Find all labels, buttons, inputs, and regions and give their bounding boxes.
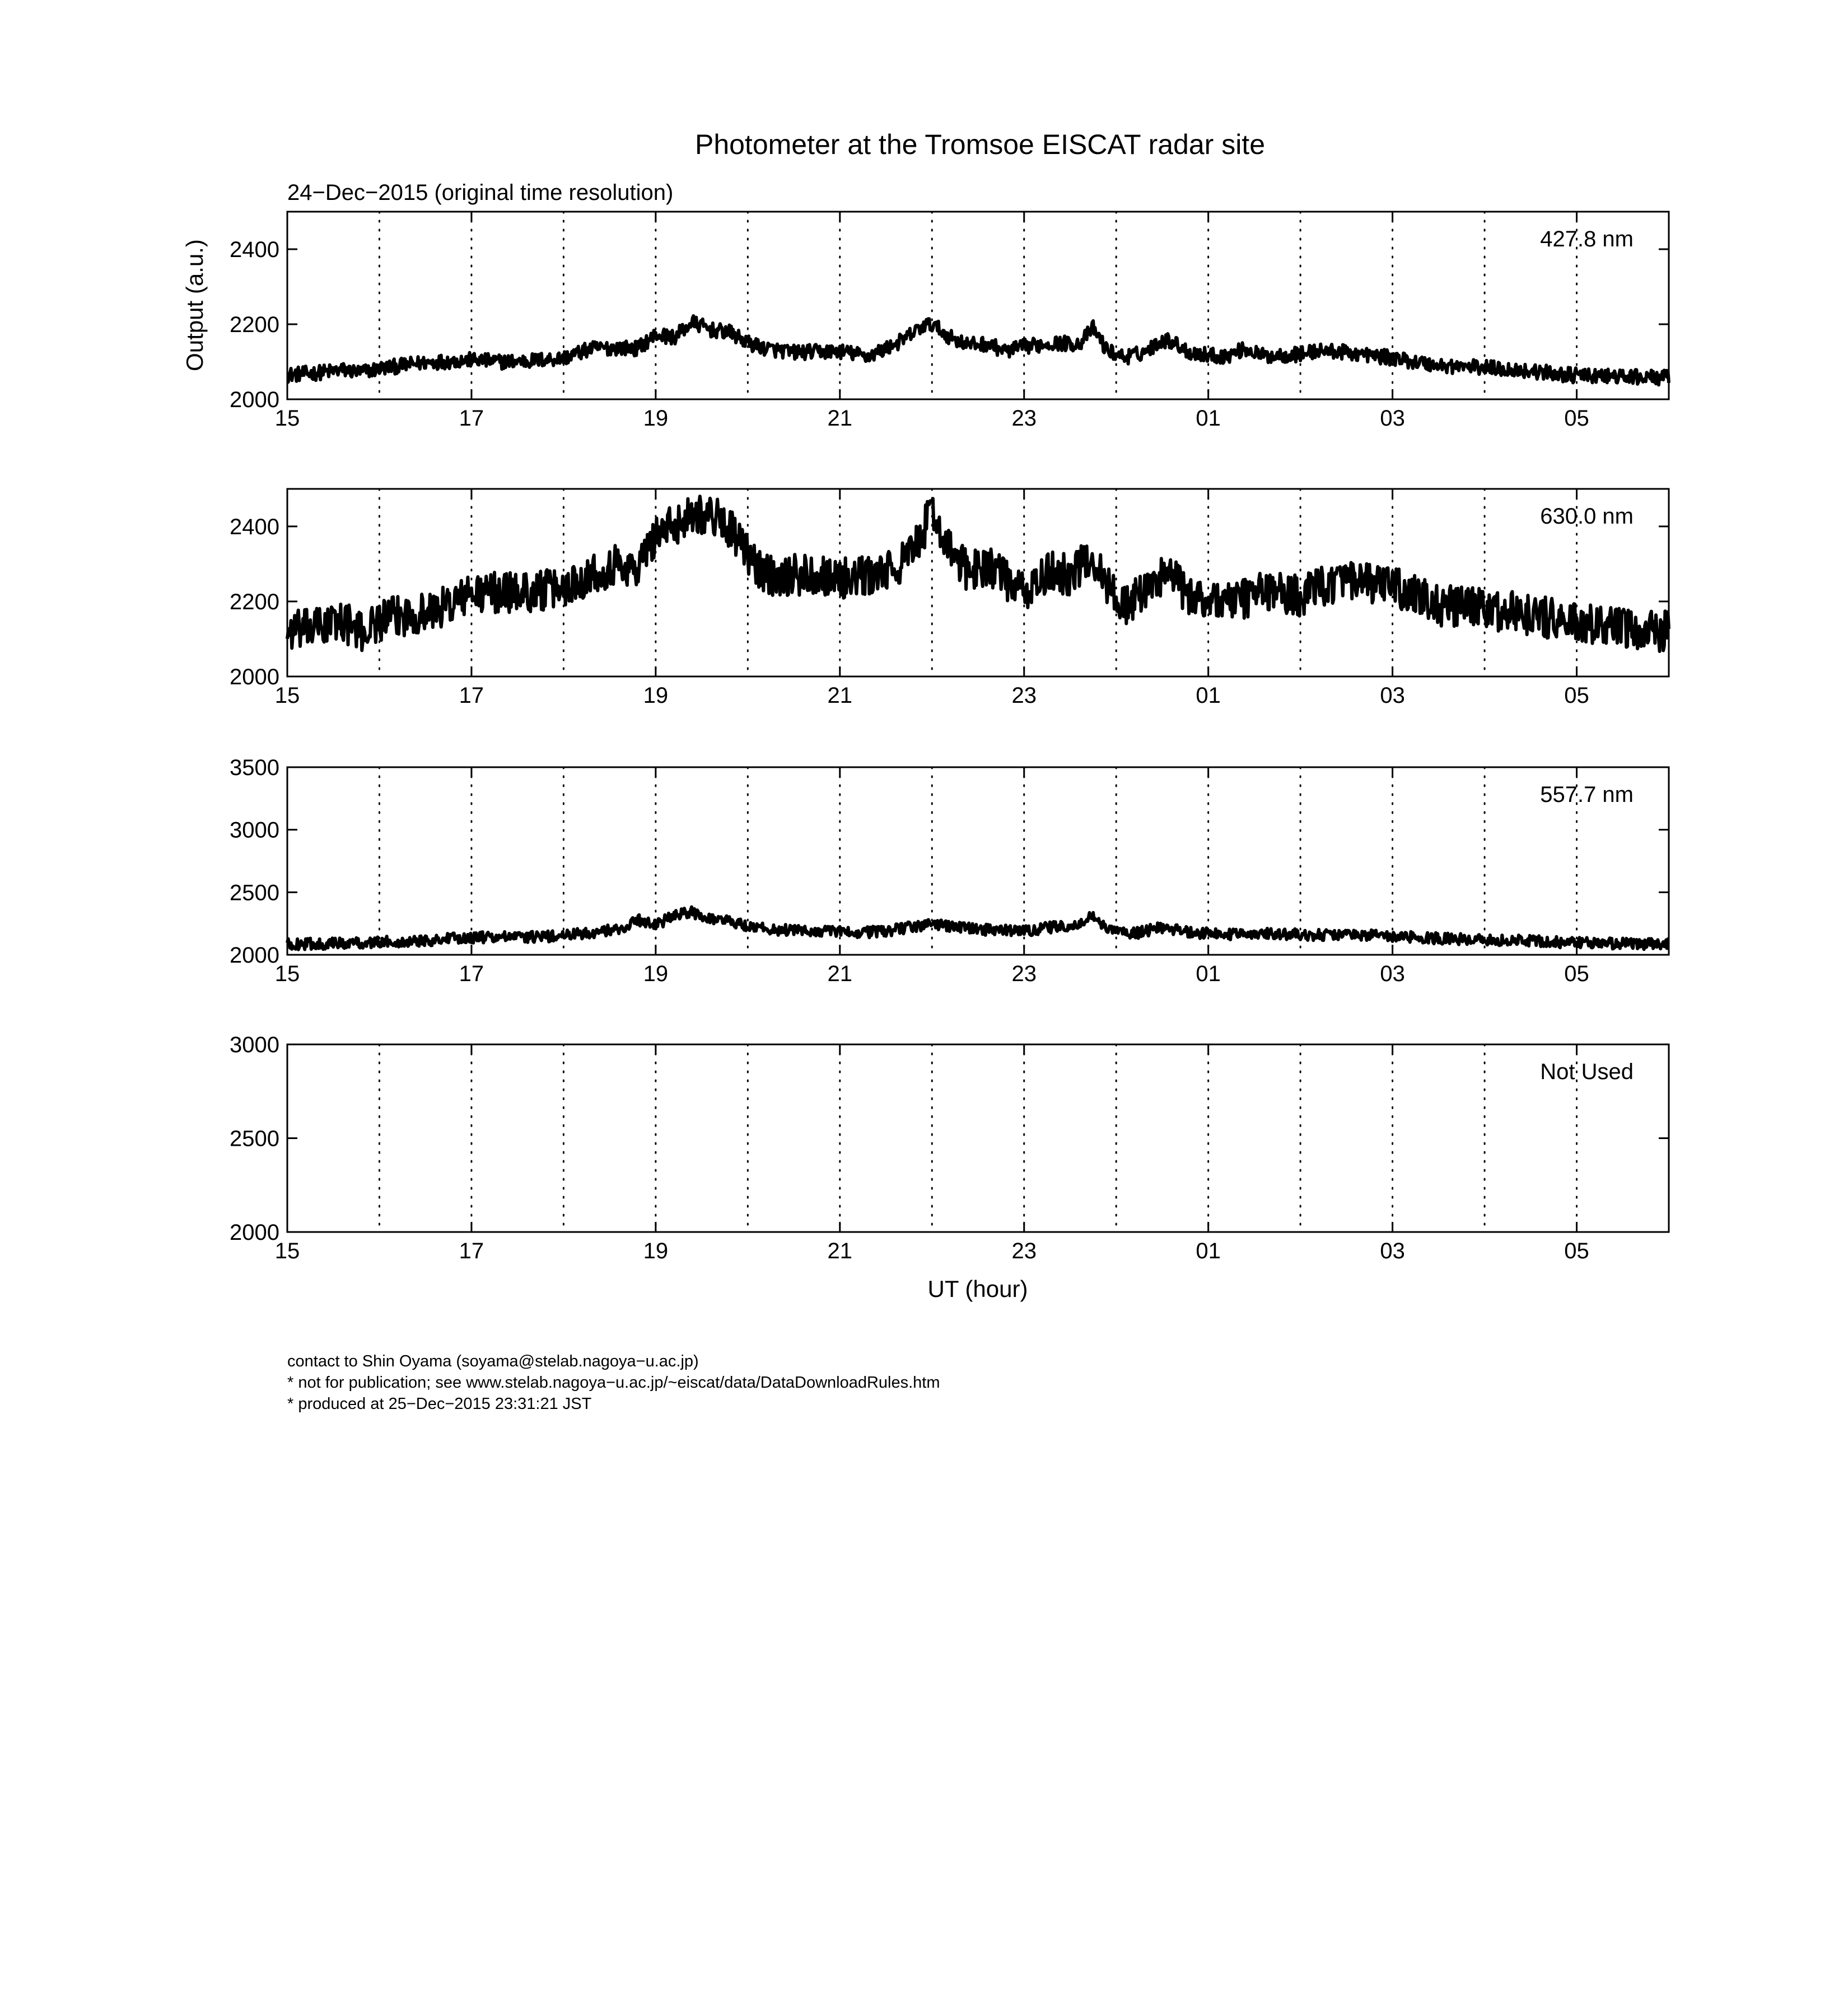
x-tick-label: 01 bbox=[1196, 962, 1221, 986]
x-tick-label: 05 bbox=[1564, 962, 1589, 986]
x-tick-label: 17 bbox=[459, 962, 484, 986]
x-tick-label: 19 bbox=[643, 406, 669, 431]
x-tick-label: 15 bbox=[274, 406, 300, 431]
x-tick-label: 17 bbox=[459, 683, 484, 708]
x-tick-label: 17 bbox=[459, 406, 484, 431]
y-tick-label: 2000 bbox=[230, 388, 279, 412]
x-tick-label: 17 bbox=[459, 1239, 484, 1263]
y-tick-label: 2400 bbox=[230, 515, 279, 539]
y-tick-label: 2000 bbox=[230, 665, 279, 689]
x-tick-label: 15 bbox=[274, 683, 300, 708]
x-tick-label: 03 bbox=[1380, 406, 1405, 431]
x-tick-label: 05 bbox=[1564, 683, 1589, 708]
x-tick-label: 19 bbox=[643, 1239, 669, 1263]
footer-publication-note: * not for publication; see www.stelab.nagoya−u.ac.jp/~eiscat/data/DataDownloadRules.htm bbox=[287, 1374, 940, 1392]
panel-not-used bbox=[230, 1033, 1669, 1263]
x-tick-label: 03 bbox=[1380, 683, 1405, 708]
y-tick-label: 2200 bbox=[230, 312, 279, 337]
y-tick-label: 2500 bbox=[230, 1126, 279, 1151]
plot-frame bbox=[287, 212, 1669, 399]
y-tick-label: 2500 bbox=[230, 880, 279, 906]
series-line-630-0-nm bbox=[287, 496, 1669, 651]
channel-label-557-7-nm: 557.7 nm bbox=[1540, 782, 1634, 807]
x-tick-label: 21 bbox=[827, 1239, 853, 1263]
figure-subtitle: 24−Dec−2015 (original time resolution) bbox=[287, 180, 674, 205]
y-tick-label: 2400 bbox=[230, 237, 279, 262]
x-tick-label: 05 bbox=[1564, 1239, 1589, 1263]
x-tick-label: 23 bbox=[1011, 962, 1037, 986]
x-tick-label: 15 bbox=[274, 962, 300, 986]
plot-frame bbox=[287, 1044, 1669, 1232]
series-line-427-8-nm bbox=[287, 316, 1669, 385]
x-tick-label: 03 bbox=[1380, 962, 1405, 986]
x-axis-label: UT (hour) bbox=[927, 1276, 1028, 1302]
x-tick-label: 21 bbox=[827, 406, 853, 431]
x-tick-label: 01 bbox=[1196, 1239, 1221, 1263]
x-tick-label: 19 bbox=[643, 962, 669, 986]
panel-427-8-nm bbox=[230, 212, 1669, 431]
panels bbox=[230, 212, 1669, 1263]
x-tick-label: 23 bbox=[1011, 1239, 1037, 1263]
y-tick-label: 3000 bbox=[230, 1033, 279, 1057]
panel-557-7-nm bbox=[230, 755, 1669, 986]
channel-label-427-8-nm: 427.8 nm bbox=[1540, 227, 1634, 251]
x-tick-label: 01 bbox=[1196, 406, 1221, 431]
x-tick-label: 21 bbox=[827, 683, 853, 708]
y-axis-label: Output (a.u.) bbox=[181, 239, 208, 371]
footer-contact: contact to Shin Oyama (soyama@stelab.nagoya−u.ac.jp) bbox=[287, 1352, 699, 1370]
y-tick-label: 2200 bbox=[230, 590, 279, 614]
channel-label-not-used: Not Used bbox=[1540, 1060, 1634, 1084]
x-tick-label: 21 bbox=[827, 962, 853, 986]
x-tick-label: 23 bbox=[1011, 406, 1037, 431]
channel-label-630-0-nm: 630.0 nm bbox=[1540, 504, 1634, 529]
x-tick-label: 03 bbox=[1380, 1239, 1405, 1263]
y-tick-label: 2000 bbox=[230, 943, 279, 968]
series-line-557-7-nm bbox=[287, 907, 1669, 950]
x-tick-label: 15 bbox=[274, 1239, 300, 1263]
footer-produced-at: * produced at 25−Dec−2015 23:31:21 JST bbox=[287, 1395, 592, 1413]
y-tick-label: 2000 bbox=[230, 1220, 279, 1245]
panel-630-0-nm bbox=[230, 489, 1669, 708]
x-tick-label: 05 bbox=[1564, 406, 1589, 431]
x-tick-label: 19 bbox=[643, 683, 669, 708]
y-tick-label: 3000 bbox=[230, 818, 279, 843]
x-tick-label: 23 bbox=[1011, 683, 1037, 708]
x-tick-label: 01 bbox=[1196, 683, 1221, 708]
y-tick-label: 3500 bbox=[230, 755, 279, 780]
figure-title: Photometer at the Tromsoe EISCAT radar site bbox=[694, 129, 1266, 160]
